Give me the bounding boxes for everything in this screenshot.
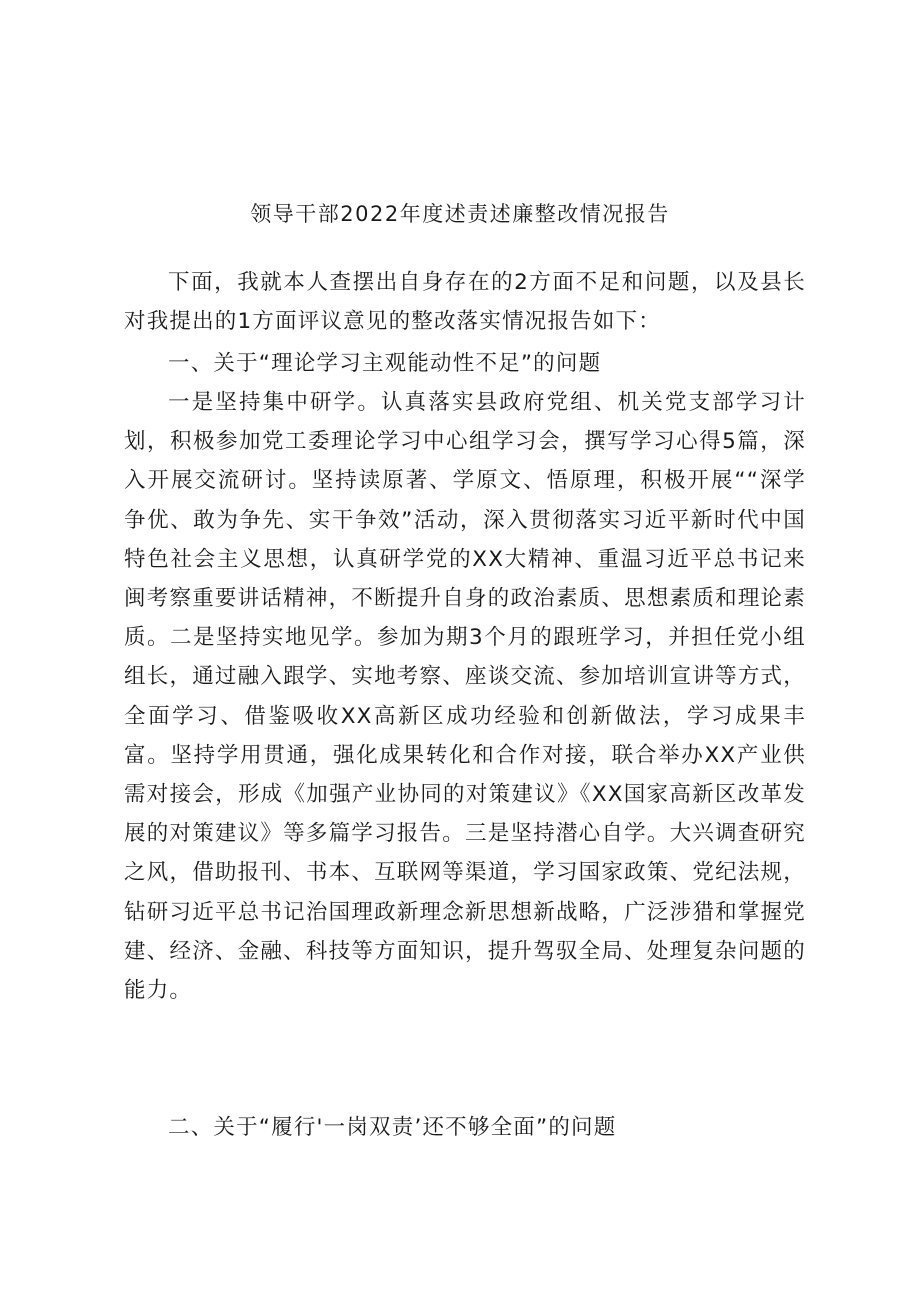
intro-paragraph: 下面，我就本人查摆出自身存在的2方面不足和问题，以及县长对我提出的1方面评议意见的整改落实情况报告如下： bbox=[124, 270, 806, 335]
section-1-body: 一是坚持集中研学。认真落实县政府党组、机关党支部学习计划，积极参加党工委理论学习中心组学习会，撰写学习心得5篇，深入开展交流研讨。坚持读原著、学原文、悟原理，积极开展““深学争优、敢为争先、实干争效”活动，深入贯彻落实习近平新时代中国特色社会主义思想，认真研学党的XX大精神、重温习近平总书记来闽考察重要讲话精神，不断提升自身的政治素质、思想素质和理论素质。二是坚持实地见学。参加为期3个月的跟班学习，并担任党小组组长，通过融入跟学、实地考察、座谈交流、参加培训宣讲等方式，全面学习、借鉴吸收XX高新区成功经验和创新做法，学习成果丰富。坚持学用贯通，强化成果转化和合作对接，联合举办XX产业供需对接会，形成《加强产业协同的对策建议》《XX国家高新区改革发展的对策建议》等多篇学习报告。三是坚持潜心自学。大兴调查研究之风，借助报刊、书本、互联网等渠道，学习国家政策、党纪法规，钻研习近平总书记治国理政新理念新思想新战略，广泛涉猎和掌握党建、经济、金融、科技等方面知识，提升驾驭全局、处理复杂问题的能力。 bbox=[124, 390, 806, 1004]
document-title: 领导干部2022年度述责述廉整改情况报告 bbox=[250, 202, 670, 226]
section-1-heading: 一、关于“理论学习主观能动性不足”的问题 bbox=[168, 351, 602, 376]
section-2-heading: 二、关于“履行'一岗双责’还不够全面”的问题 bbox=[168, 1115, 617, 1140]
